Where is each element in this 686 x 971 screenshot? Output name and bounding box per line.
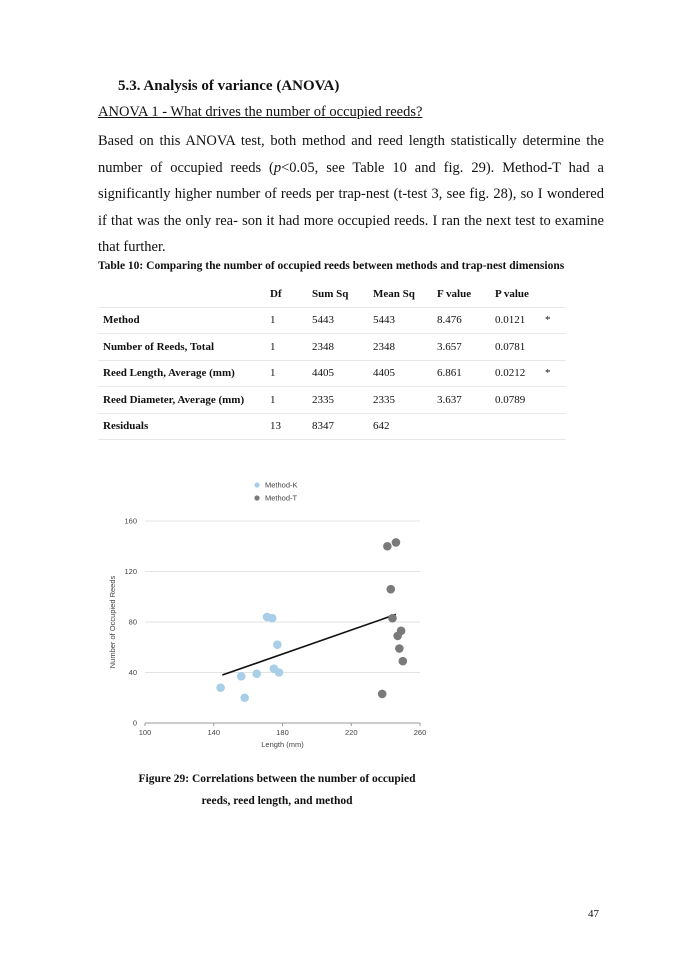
data-point-method-t [383,542,392,551]
section-heading: 5.3. Analysis of variance (ANOVA) [118,78,340,94]
scatter-chart [100,475,440,760]
data-point-method-t [397,627,406,636]
page-number: 47 [588,908,599,920]
data-point-method-k [275,668,284,677]
table-cell-significance [541,387,566,414]
x-tick-label: 260 [413,728,427,737]
chart-grid [145,521,420,673]
y-tick-label: 160 [124,516,137,526]
data-point-method-k [268,614,277,623]
table-cell-sum-sq: 8347 [312,413,373,440]
table-header-cell [98,281,270,307]
table-cell-significance: * [541,307,566,334]
table-header-cell: Df [270,281,312,307]
table-cell-df: 1 [270,387,312,414]
table-row [98,360,566,387]
data-point-method-t [386,585,395,594]
paragraph-part-1: Based on this ANOVA test, both method and reed length statistically determine the number of occupied reeds ( [98,133,604,176]
table-cell-mean-sq: 2335 [373,387,437,414]
y-tick-label: 120 [124,567,137,576]
table-cell-mean-sq: 2348 [373,334,437,361]
section-subheading: ANOVA 1 - What drives the number of occupied reeds? [98,104,423,120]
table-header-cell: F value [437,281,495,307]
legend-label-method-k: Method-K [265,480,298,490]
data-point-method-t [388,614,397,623]
table-header-cell: Mean Sq [373,281,437,307]
table-cell-p-value: 0.0789 [495,387,541,414]
y-axis-label: Number of Occupied Reeds [108,575,117,669]
data-point-method-k [273,640,282,649]
table-cell-significance [541,334,566,361]
data-point-method-t [399,657,408,666]
data-point-method-t [392,538,401,547]
table-cell-significance: * [541,360,566,387]
table-cell-f-value: 6.861 [437,360,495,387]
figure-caption-line-1: Figure 29: Correlations between the number of occupied [138,773,416,785]
table-cell-f-value [437,413,495,440]
paragraph-part-2: <0.05, see Table 10 and fig. 29). Method-T had a significantly higher number of reeds per trap-nest (t-test 3, see fig. 28), so I wondered if that was the only rea- son it had more occupied reeds. I ran the next test to examine that further. [98,159,604,255]
table-header-cell: Sum Sq [312,281,373,307]
figure-caption-line-2: reeds, reed length, and method [201,795,353,807]
table-cell-df: 1 [270,307,312,334]
table-row [98,307,566,334]
table-cell-p-value: 0.0121 [495,307,541,334]
x-tick-label: 140 [207,728,221,737]
x-tick-label: 220 [344,728,358,737]
table-cell-df: 1 [270,334,312,361]
data-point-method-k [240,693,249,702]
table-cell-significance [541,413,566,440]
table-row-label: Number of Reeds, Total [98,334,270,361]
table-cell-mean-sq: 5443 [373,307,437,334]
data-point-method-t [378,690,387,699]
table-cell-df: 13 [270,413,312,440]
table-cell-sum-sq: 2335 [312,387,373,414]
chart-legend [254,481,297,503]
table-cell-f-value: 3.657 [437,334,495,361]
data-point-method-k [216,683,225,692]
data-point-method-t [395,644,404,653]
data-point-method-k [237,672,246,681]
p-symbol: p [273,159,282,176]
table-cell-f-value: 8.476 [437,307,495,334]
table-header-cell: P value [495,281,541,307]
legend-label-method-t: Method-T [265,493,298,503]
y-tick-label: 0 [132,718,137,728]
legend-marker-method-t [254,495,259,500]
table-row-label: Reed Length, Average (mm) [98,360,270,387]
body-paragraph [98,128,604,261]
chart-trendline-group [222,614,396,675]
table-row-label: Method [98,307,270,334]
table-cell-mean-sq: 642 [373,413,437,440]
table-caption: Table 10: Comparing the number of occupied reeds between methods and trap-nest dimensions [98,260,565,272]
table-cell-df: 1 [270,360,312,387]
table-cell-mean-sq: 4405 [373,360,437,387]
table-row-label: Residuals [98,413,270,440]
x-tick-label: 100 [138,728,152,737]
scatter-chart-svg [100,475,440,760]
figure-caption [132,768,422,812]
legend-marker-method-k [254,482,259,487]
table-cell-p-value: 0.0212 [495,360,541,387]
table-row [98,334,566,361]
table-row-label: Reed Diameter, Average (mm) [98,387,270,414]
table-cell-sum-sq: 5443 [312,307,373,334]
table-header-cell [541,281,566,307]
x-axis-label: Length (mm) [261,740,304,749]
chart-axes [124,517,426,738]
y-tick-label: 40 [128,668,137,677]
data-point-method-k [252,669,261,678]
anova-table [98,281,566,440]
trendline [222,614,396,675]
table-row [98,387,566,414]
table-cell-sum-sq: 4405 [312,360,373,387]
x-tick-label: 180 [276,728,289,737]
table-row [98,413,566,440]
table-cell-p-value: 0.0781 [495,334,541,361]
table-header-row [98,281,566,307]
table-cell-f-value: 3.637 [437,387,495,414]
y-tick-label: 80 [128,617,137,627]
table-cell-p-value [495,413,541,440]
table-cell-sum-sq: 2348 [312,334,373,361]
